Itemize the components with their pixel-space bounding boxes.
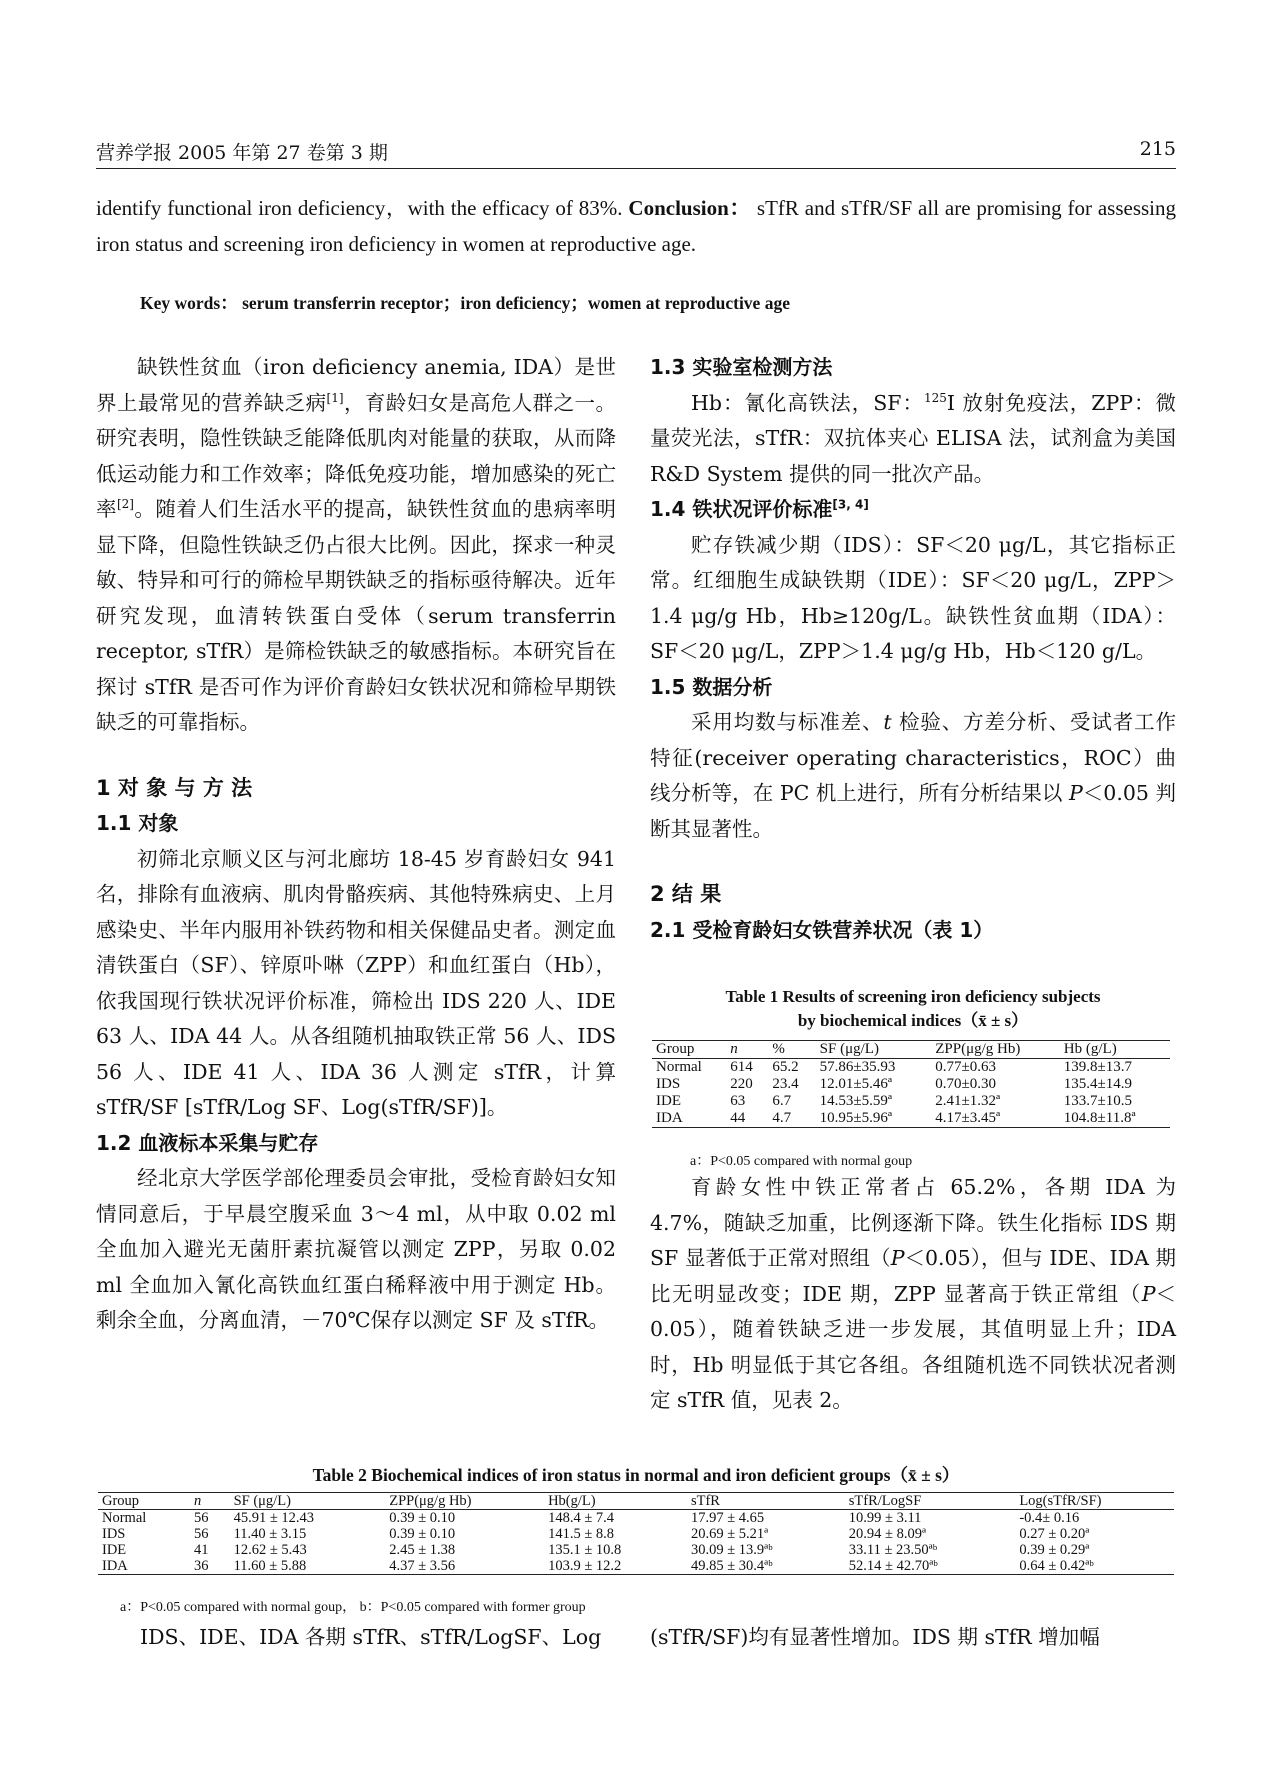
table2-note: a：P<0.05 compared with normal goup， b：P<0.05 compared with former group — [120, 1600, 586, 1615]
paragraph: 经北京大学医学部伦理委员会审批，受检育龄妇女知情同意后，于早晨空腹采血 3～4 ml，从中取 0.02 ml 全血加入避光无菌肝素抗凝管以测定 ZPP，另取 0.02 ml 全血加入氰化高铁血红蛋白稀释液中用于测定 Hb。剩余全血，分离血清，－70℃保存以测定 SF 及 sTfR。 — [96, 1166, 616, 1332]
table-row: IDS 56 11.40 ± 3.15 0.39 ± 0.10 141.5 ± 8.8 20.69 ± 5.21ª 20.94 ± 8.09ª 0.27 ± 0.20ª — [102, 1526, 1090, 1542]
paragraph-continuation-right: (sTfR/SF)均有显著性增加。IDS 期 sTfR 增加幅 — [650, 1625, 1100, 1649]
conclusion-text: sTfR and sTfR/SF all are promising for assessing iron status and screening iron deficiency in women at reproductive age. — [96, 196, 1176, 256]
table-row: IDE 41 12.62 ± 5.43 2.45 ± 1.38 135.1 ± 10.8 30.09 ± 13.9ªᵇ 33.11 ± 23.50ªᵇ 0.39 ± 0.29ª — [102, 1542, 1090, 1558]
right-column — [650, 350, 1176, 1419]
column-header: n — [194, 1493, 202, 1509]
table-row: IDA 44 4.7 10.95±5.96ª 4.17±3.45ª 104.8±11.8ª — [652, 1110, 1170, 1128]
table-row: IDE 63 6.7 14.53±5.59ª 2.41±1.32ª 133.7±10.5 — [656, 1093, 1133, 1109]
table1 — [652, 1040, 1170, 1128]
intro-paragraph: 缺铁性贫血（iron deficiency anemia, IDA）是世界上最常见的营养缺乏病[1]，育龄妇女是高危人群之一。研究表明，隐性铁缺乏能降低肌肉对能量的获取，从而降低运动能力和工作效率；降低免疫功能，增加感染的死亡率[2]。随着人们生活水平的提高，缺铁性贫血的患病率明显下降，但隐性铁缺乏仍占很大比例。因此，探求一种灵敏、特异和可行的筛检早期铁缺乏的指标亟待解决。近年研究发现，血清转铁蛋白受体（serum transferrin receptor, sTfR）是筛检铁缺乏的敏感指标。本研究旨在探讨 sTfR 是否可作为评价育龄妇女铁状况和筛检早期铁缺乏的可靠指标。 — [96, 355, 617, 734]
column-header: Hb(g/L) — [548, 1493, 596, 1509]
paragraph: 育龄女性中铁正常者占 65.2%，各期 IDA 为 4.7%，随缺乏加重，比例逐渐下降。铁生化指标 IDS 期 SF 显著低于正常对照组（P＜0.05），但与 IDE、IDA 期比无明显改变；IDE 期，ZPP 显著高于铁正常组（P＜0.05），随着铁缺乏进一步发展，其值明显上升；IDA 时，Hb 明显低于其它各组。各组随机选不同铁状况者测定 sTfR 值，见表 2。 — [650, 1175, 1176, 1412]
table2-caption: Table 2 Biochemical indices of iron status in normal and iron deficient groups（x̄ ± s） — [312, 1465, 960, 1485]
paragraph: Hb：氰化高铁法，SF：$^{125}$I 放射免疫法，ZPP：微量荧光法，sTfR：双抗体夹心 ELISA 法，试剂盒为美国 R&D System 提供的同一批次产品。 — [650, 390, 1176, 486]
column-header: SF (μg/L) — [819, 1041, 879, 1057]
subsection-heading: 1.1 对象 — [96, 811, 179, 835]
paragraph: 贮存铁减少期（IDS）：SF＜20 μg/L，其它指标正常。红细胞生成缺铁期（IDE）：SF＜20 μg/L，ZPP＞1.4 μg/g Hb，Hb≥120g/L。缺铁性贫血期（IDA）：SF＜20 μg/L，ZPP＞1.4 μg/g Hb，Hb＜120 g/L。 — [650, 532, 1176, 663]
section-heading: 2 结 果 — [650, 882, 722, 906]
table1-caption: Table 1 Results of screening iron deficiency subjects by biochemical indices（x̄ ± s） — [725, 987, 1101, 1030]
column-header: Group — [656, 1041, 695, 1057]
column-header: ZPP(μg/g Hb) — [389, 1493, 472, 1509]
table-header-row — [98, 1493, 1174, 1510]
abstract-continuation — [96, 190, 1176, 262]
table-row: Normal 614 65.2 57.86±35.93 0.77±0.63 139.8±13.7 — [656, 1059, 1133, 1075]
left-column — [96, 350, 616, 1339]
column-header: Group — [102, 1493, 140, 1509]
table-header-row — [652, 1041, 1170, 1059]
table-row: IDA 36 11.60 ± 5.88 4.37 ± 3.56 103.9 ± 12.2 49.85 ± 30.4ªᵇ 52.14 ± 42.70ªᵇ 0.64 ± 0.42ªᵇ — [98, 1558, 1174, 1575]
column-header: Hb (g/L) — [1063, 1041, 1117, 1057]
conclusion-label: Conclusion： — [628, 196, 752, 220]
keywords: Key words： serum transferrin receptor；iron deficiency；women at reproductive age — [140, 293, 790, 313]
column-header: SF (μg/L) — [233, 1493, 291, 1509]
column-header: n — [730, 1041, 738, 1057]
table-row: IDS 220 23.4 12.01±5.46ª 0.70±0.30 135.4±14.9 — [656, 1076, 1133, 1092]
column-header: ZPP(μg/g Hb) — [935, 1041, 1021, 1057]
citation: [3, 4] — [832, 497, 869, 512]
abstract-text: identify functional iron deficiency，with the efficacy of 83%. — [96, 196, 629, 220]
subsection-heading: 1.5 数据分析 — [650, 674, 773, 699]
citation: [2] — [116, 497, 134, 512]
paragraph: 采用均数与标准差、t 检验、方差分析、受试者工作特征(receiver operating characteristics，ROC）曲线分析等，在 PC 机上进行，所有分析结果以 P＜0.05 判断其显著性。 — [650, 710, 1177, 841]
subsection-heading: 2.1 受检育龄妇女铁营养状况（表 1） — [650, 917, 994, 942]
subsection-heading: 1.3 实验室检测方法 — [650, 355, 833, 379]
paragraph: 初筛北京顺义区与河北廊坊 18-45 岁育龄妇女 941 名，排除有血液病、肌肉骨骼疾病、其他特殊病史、上月感染史、半年内服用补铁药物和相关保健品史者。测定血清铁蛋白（SF）、锌原卟啉（ZPP）和血红蛋白（Hb），依我国现行铁状况评价标准，筛检出 IDS 220 人、IDE 63 人、IDA 44 人。从各组随机抽取铁正常 56 人、IDS 56 人、IDE 41 人、IDA 36 人测定 sTfR，计算 sTfR/SF [sTfR/Log SF、Log(sTfR/SF)]。 — [96, 846, 616, 1119]
column-header: % — [772, 1041, 785, 1057]
journal-title: 营养学报 2005 年第 27 卷第 3 期 — [96, 142, 388, 164]
running-header — [96, 138, 1176, 169]
citation: [1] — [326, 390, 344, 405]
subsection-heading: 1.4 铁状况评价标准[3, 4] — [650, 497, 869, 521]
table1-note: a：P<0.05 compared with normal goup — [690, 1154, 913, 1169]
paragraph-continuation-left: IDS、IDE、IDA 各期 sTfR、sTfR/LogSF、Log — [140, 1625, 602, 1649]
column-header: Log(sTfR/SF) — [1019, 1493, 1102, 1509]
subsection-heading: 1.2 血液标本采集与贮存 — [96, 1130, 319, 1155]
table2 — [98, 1492, 1174, 1575]
table-row: Normal 56 45.91 ± 12.43 0.39 ± 0.10 148.4 ± 7.4 17.97 ± 4.65 10.99 ± 3.11 -0.4± 0.16 — [102, 1510, 1080, 1526]
column-header: sTfR — [690, 1493, 720, 1509]
column-header: sTfR/LogSF — [848, 1493, 922, 1509]
section-heading: 1 对 象 与 方 法 — [96, 775, 253, 800]
page-number: 215 — [1139, 138, 1176, 160]
